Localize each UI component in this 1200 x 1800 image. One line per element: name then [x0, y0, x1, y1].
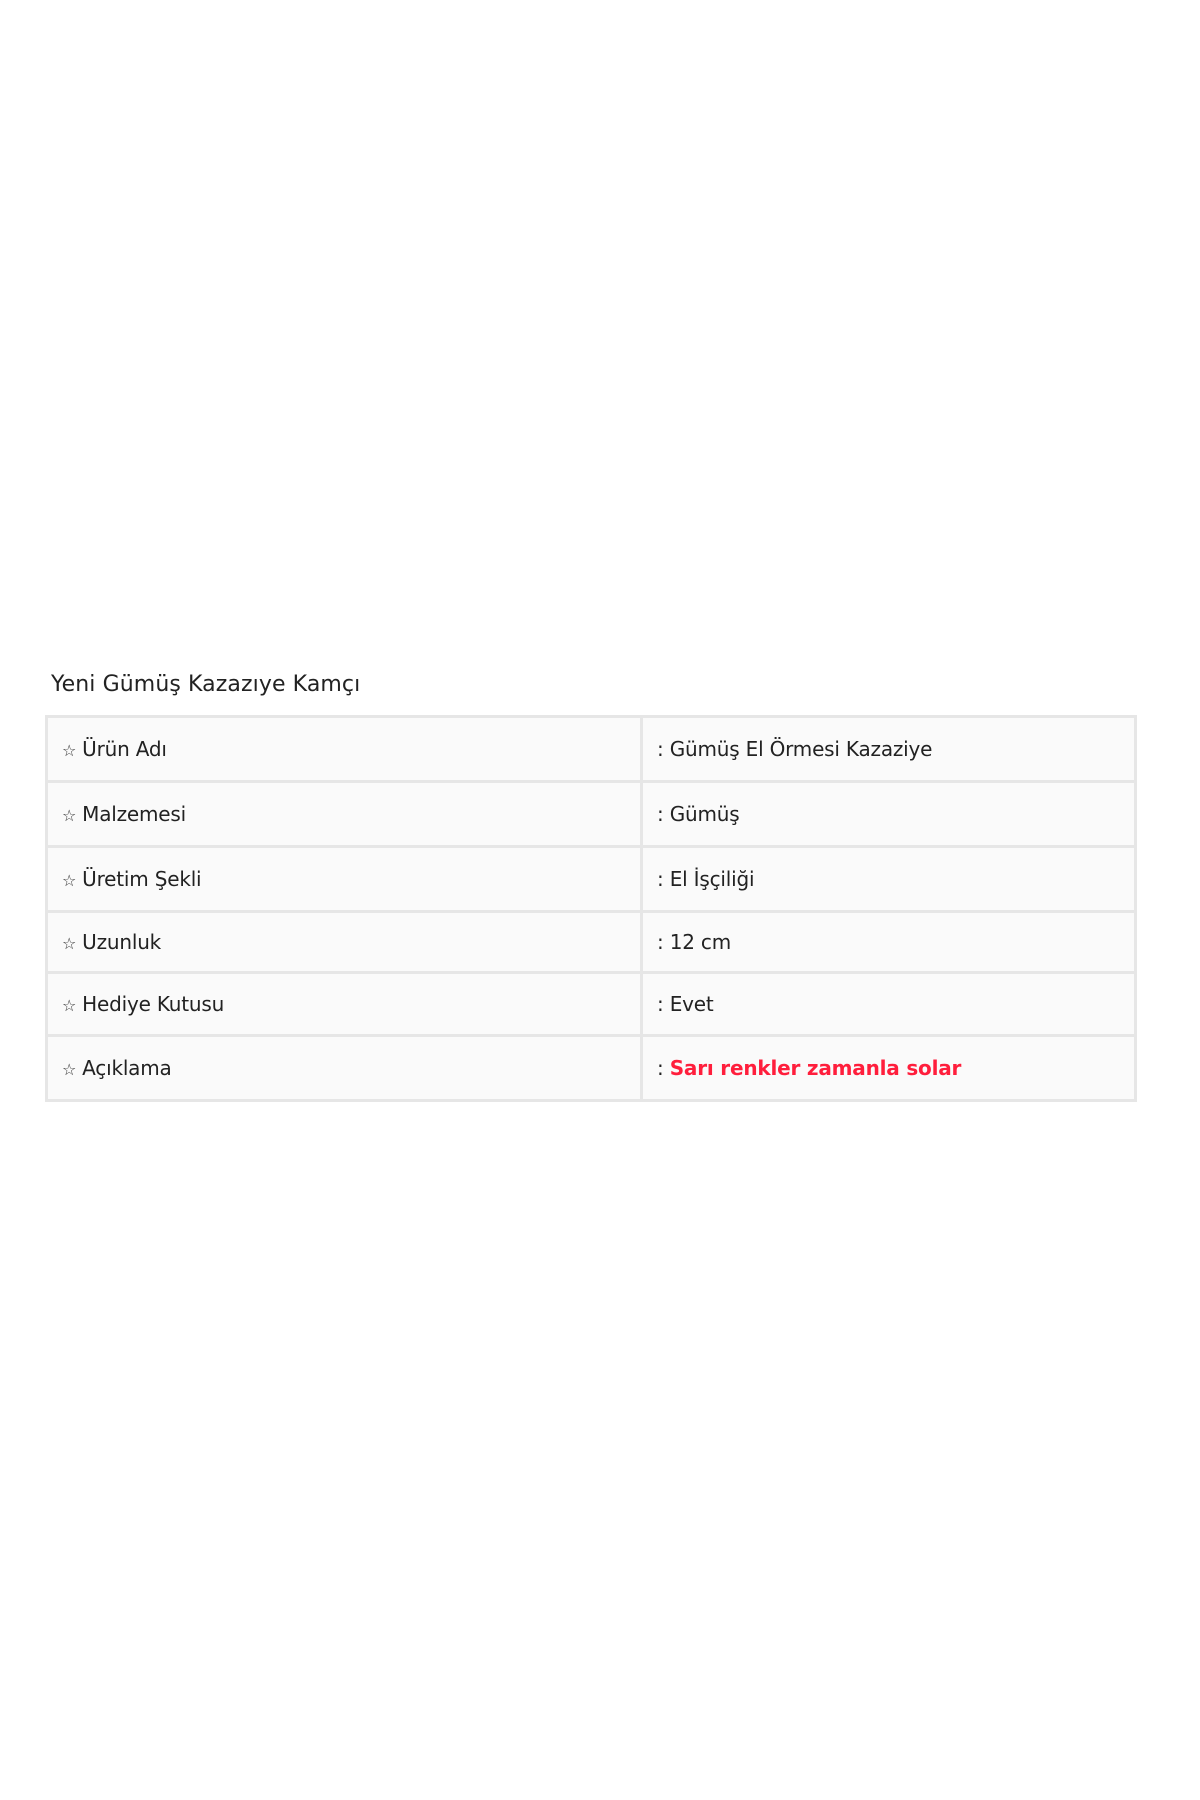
- spec-label: Malzemesi: [82, 802, 186, 826]
- spec-row-material: [47, 782, 1136, 847]
- spec-colon: :: [657, 737, 664, 761]
- spec-value: 12 cm: [669, 930, 732, 954]
- star-icon: ☆: [62, 806, 77, 825]
- spec-label: Açıklama: [82, 1056, 172, 1080]
- star-icon: ☆: [62, 934, 77, 953]
- star-icon: ☆: [62, 1060, 77, 1079]
- spec-row-product-name: [47, 717, 1136, 782]
- spec-row-production: [47, 847, 1136, 912]
- spec-label-cell: [47, 912, 642, 973]
- spec-value-cell: [642, 912, 1136, 973]
- spec-label-cell: [47, 717, 642, 782]
- spec-label-cell: [47, 847, 642, 912]
- spec-value: El İşçiliği: [669, 867, 755, 891]
- spec-row-length: [47, 912, 1136, 973]
- star-icon: ☆: [62, 871, 77, 890]
- spec-row-description: [47, 1036, 1136, 1101]
- spec-colon: :: [657, 930, 664, 954]
- star-icon: ☆: [62, 741, 77, 760]
- spec-value-cell: [642, 973, 1136, 1036]
- spec-colon: :: [657, 802, 664, 826]
- spec-value-cell: [642, 717, 1136, 782]
- spec-value-cell: [642, 1036, 1136, 1101]
- spec-table: [45, 715, 1137, 1102]
- star-icon: ☆: [62, 996, 77, 1015]
- spec-value: Evet: [669, 992, 714, 1016]
- spec-colon: :: [657, 1056, 664, 1080]
- spec-colon: :: [657, 867, 664, 891]
- product-title: Yeni Gümüş Kazazıye Kamçı: [51, 672, 361, 697]
- spec-row-gift-box: [47, 973, 1136, 1036]
- spec-label-cell: [47, 782, 642, 847]
- spec-value: Gümüş El Örmesi Kazaziye: [669, 737, 933, 761]
- spec-colon: :: [657, 992, 664, 1016]
- product-details: [45, 672, 1137, 1102]
- spec-label-cell: [47, 973, 642, 1036]
- spec-value-cell: [642, 782, 1136, 847]
- spec-label: Ürün Adı: [82, 737, 167, 761]
- spec-value-warning: Sarı renkler zamanla solar: [669, 1056, 962, 1080]
- spec-label-cell: [47, 1036, 642, 1101]
- spec-value: Gümüş: [669, 802, 740, 826]
- spec-label: Hediye Kutusu: [82, 992, 225, 1016]
- spec-label: Uzunluk: [82, 930, 162, 954]
- spec-label: Üretim Şekli: [82, 867, 202, 891]
- spec-value-cell: [642, 847, 1136, 912]
